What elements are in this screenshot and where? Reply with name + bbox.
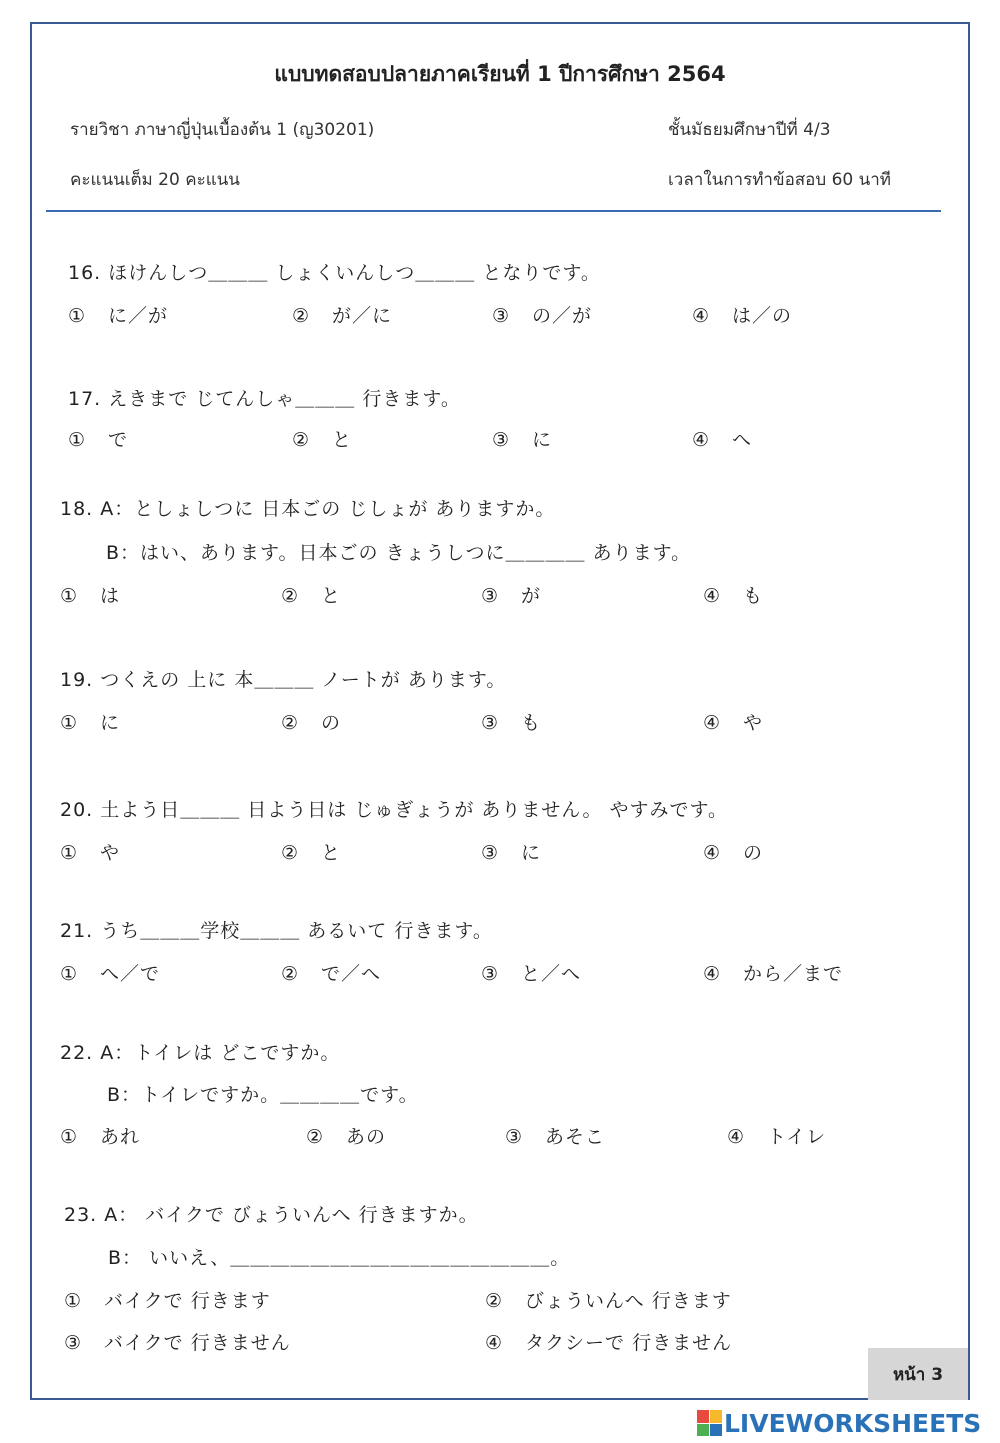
liveworksheets-brand-text: LIVEWORKSHEETS	[724, 1408, 982, 1438]
question-20: 20. 土よう日＿＿＿ 日よう日は じゅぎょうが ありません。 やすみです。	[60, 799, 729, 821]
question-22-line-2: B：トイレですか。＿＿＿＿です。	[107, 1084, 419, 1106]
q19-option-4[interactable]: ④ や	[703, 712, 764, 734]
q19-option-2[interactable]: ② の	[281, 712, 342, 734]
q18-option-2[interactable]: ② と	[281, 585, 342, 607]
question-19: 19. つくえの 上に 本＿＿＿ ノートが あります。	[60, 669, 507, 691]
liveworksheets-logo	[697, 1408, 981, 1438]
q16-option-3[interactable]: ③ の／が	[492, 305, 593, 327]
question-17: 17. えきまで じてんしゃ＿＿＿ 行きます。	[68, 388, 461, 410]
question-18: 18. A：としょしつに 日本ごの じしょが ありますか。	[60, 498, 556, 520]
q20-option-3[interactable]: ③ に	[481, 842, 542, 864]
header-divider	[46, 210, 941, 212]
q16-option-2[interactable]: ② が／に	[292, 305, 393, 327]
q22-option-2[interactable]: ② あの	[306, 1126, 387, 1148]
question-21: 21. うち＿＿＿学校＿＿＿ あるいて 行きます。	[60, 920, 493, 942]
q17-option-4[interactable]: ④ へ	[692, 429, 753, 451]
q23-option-3[interactable]: ③ バイクで 行きません	[64, 1332, 291, 1354]
q21-option-2[interactable]: ② で／へ	[281, 963, 382, 985]
q23-option-1[interactable]: ① バイクで 行きます	[64, 1290, 271, 1312]
grade-label: ชั้นมัธยมศึกษาปีที่ 4/3	[668, 120, 831, 140]
q17-option-2[interactable]: ② と	[292, 429, 353, 451]
q22-option-4[interactable]: ④ トイレ	[727, 1126, 827, 1148]
question-23-line-2: B： いいえ、＿＿＿＿＿＿＿＿＿＿＿＿＿＿＿＿。	[108, 1247, 571, 1269]
q19-option-3[interactable]: ③ も	[481, 712, 542, 734]
q21-option-3[interactable]: ③ と／へ	[481, 963, 582, 985]
q17-option-1[interactable]: ① で	[68, 429, 129, 451]
q20-option-1[interactable]: ① や	[60, 842, 121, 864]
q23-option-2[interactable]: ② びょういんへ 行きます	[485, 1290, 732, 1312]
q17-option-3[interactable]: ③ に	[492, 429, 553, 451]
time-label: เวลาในการทำข้อสอบ 60 นาที	[668, 170, 891, 190]
exam-title: แบบทดสอบปลายภาคเรียนที่ 1 ปีการศึกษา 2564	[274, 62, 726, 86]
question-16: 16. ほけんしつ＿＿＿ しょくいんしつ＿＿＿ となりです。	[68, 262, 601, 284]
q22-option-1[interactable]: ① あれ	[60, 1126, 141, 1148]
q18-option-3[interactable]: ③ が	[481, 585, 542, 607]
q16-option-4[interactable]: ④ は／の	[692, 305, 793, 327]
question-22: 22. A：トイレは どこですか。	[60, 1042, 341, 1064]
q19-option-1[interactable]: ① に	[60, 712, 121, 734]
q23-option-4[interactable]: ④ タクシーで 行きません	[485, 1332, 733, 1354]
q16-option-1[interactable]: ① に／が	[68, 305, 169, 327]
q18-option-4[interactable]: ④ も	[703, 585, 764, 607]
q20-option-2[interactable]: ② と	[281, 842, 342, 864]
liveworksheets-logo-icon	[697, 1410, 721, 1436]
q22-option-3[interactable]: ③ あそこ	[505, 1126, 606, 1148]
page-number-badge: หน้า 3	[868, 1348, 968, 1400]
q18-option-1[interactable]: ① は	[60, 585, 121, 607]
q20-option-4[interactable]: ④ の	[703, 842, 764, 864]
question-23: 23. A： バイクで びょういんへ 行きますか。	[64, 1204, 479, 1226]
subject-label: รายวิชา ภาษาญี่ปุ่นเบื้องต้น 1 (ญ30201)	[70, 120, 375, 140]
score-label: คะแนนเต็ม 20 คะแนน	[70, 170, 240, 190]
q21-option-4[interactable]: ④ から／まで	[703, 963, 844, 985]
q21-option-1[interactable]: ① へ／で	[60, 963, 161, 985]
question-18-line-2: B：はい、あります。日本ごの きょうしつに＿＿＿＿ あります。	[106, 542, 692, 564]
